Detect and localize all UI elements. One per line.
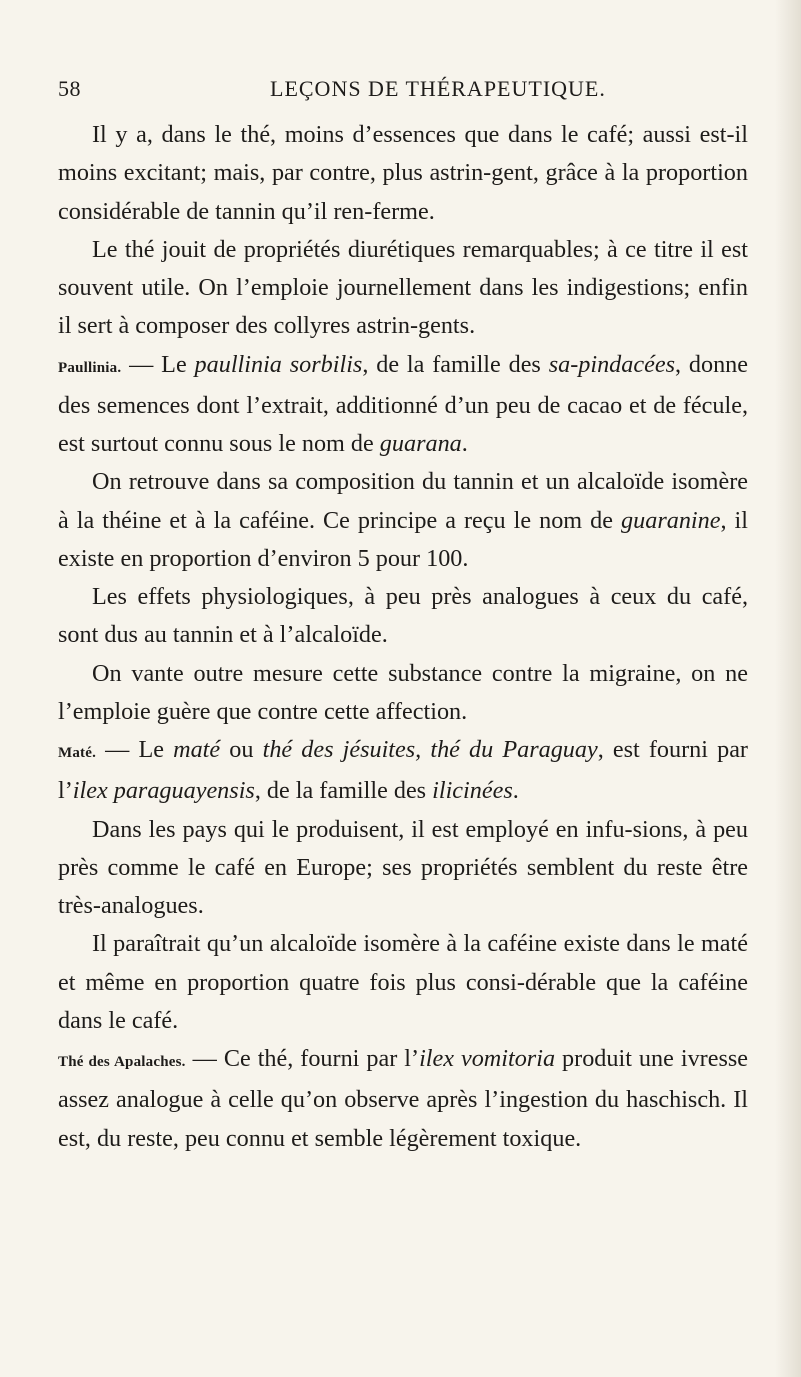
sidenote-paullinia: Paullinia. bbox=[58, 359, 122, 376]
body-text bbox=[58, 116, 748, 1158]
paragraph-migraine: On vante outre mesure cette substance contre la migraine, on ne l’emploie guère que contre cette affection. bbox=[58, 659, 748, 725]
text-span: ou bbox=[220, 736, 263, 763]
text-span: produit une ivresse assez analogue à celle qu’on observe après l’ingestion du haschisch. Il est, du reste, peu connu et semble légèrement toxique. bbox=[58, 1045, 749, 1152]
sidenote-mate: Maté. bbox=[58, 745, 97, 761]
text-span: . bbox=[461, 430, 468, 457]
text-span: , est fourni par l’ bbox=[58, 736, 748, 805]
paragraph-the-diuretiques: Le thé jouit de propriétés diurétiques remarquables; à ce titre il est souvent utile. On l’emploie journellement dans les indigestions; enfin il sert à composer des collyres astrin-gents. bbox=[58, 235, 748, 340]
running-head bbox=[58, 76, 748, 110]
paragraph-effets-physiologiques: Les effets physiologiques, à peu près analogues à ceux du café, sont dus au tannin et à l’alcaloïde. bbox=[58, 583, 748, 649]
sidenote-the-apalaches: Thé des Apalaches. bbox=[58, 1054, 186, 1070]
text-span: — Le bbox=[96, 736, 174, 763]
text-span: . bbox=[512, 777, 519, 805]
italic-term: guaranine bbox=[621, 506, 721, 534]
text-span: , donne des semences dont l’extrait, additionné d’un peu de cacao et de fécule, est surtout connu sous le nom de bbox=[58, 350, 748, 457]
page-number: 58 bbox=[58, 76, 81, 101]
italic-term: paullinia sorbilis bbox=[194, 350, 363, 378]
text-span: On retrouve dans sa composition du tannin et un alcaloïde isomère à la théine et à la caféine. Ce principe a reçu le nom de bbox=[58, 468, 748, 534]
text-span: , de la famille des bbox=[254, 777, 433, 805]
text-span: — Le bbox=[121, 350, 195, 378]
italic-term: ilex paraguayensis bbox=[72, 777, 255, 805]
text-span: , il existe en proportion d’environ 5 pour 100. bbox=[58, 506, 748, 572]
italic-term: sa-pindacées bbox=[548, 350, 675, 378]
text-span: , de la famille des bbox=[362, 350, 549, 378]
italic-term: ilicinées bbox=[432, 777, 513, 805]
paragraph-the-essences: Il y a, dans le thé, moins d’essences que dans le café; aussi est-il moins excitant; mais, par contre, plus astrin-gent, grâce à la proportion considérable de tannin qu’il ren-ferme. bbox=[58, 121, 748, 225]
text-span: — Ce thé, fourni par l’ bbox=[185, 1045, 420, 1072]
italic-term: guarana bbox=[379, 430, 462, 457]
page-edge-shadow bbox=[775, 0, 801, 1377]
paragraph-paullinia bbox=[58, 346, 748, 464]
italic-term: thé des jésuites, thé du Paraguay bbox=[262, 736, 598, 763]
paragraph-alcaloide-mate: Il paraîtrait qu’un alcaloïde isomère à la caféine existe dans le maté et même en proportion quatre fois plus consi-dérable que la caféine dans le café. bbox=[58, 930, 748, 1034]
paragraph-guaranine bbox=[58, 463, 748, 578]
paragraph-mate bbox=[58, 731, 748, 811]
running-title: LEÇONS DE THÉRAPEUTIQUE. bbox=[270, 76, 606, 101]
italic-term: ilex vomitoria bbox=[419, 1045, 556, 1072]
paragraph-the-apalaches bbox=[58, 1040, 748, 1158]
italic-term: maté bbox=[173, 736, 221, 763]
paragraph-infusions: Dans les pays qui le produisent, il est employé en infu-sions, à peu près comme le café en Europe; ses propriétés semblent du reste être très-analogues. bbox=[58, 815, 748, 919]
